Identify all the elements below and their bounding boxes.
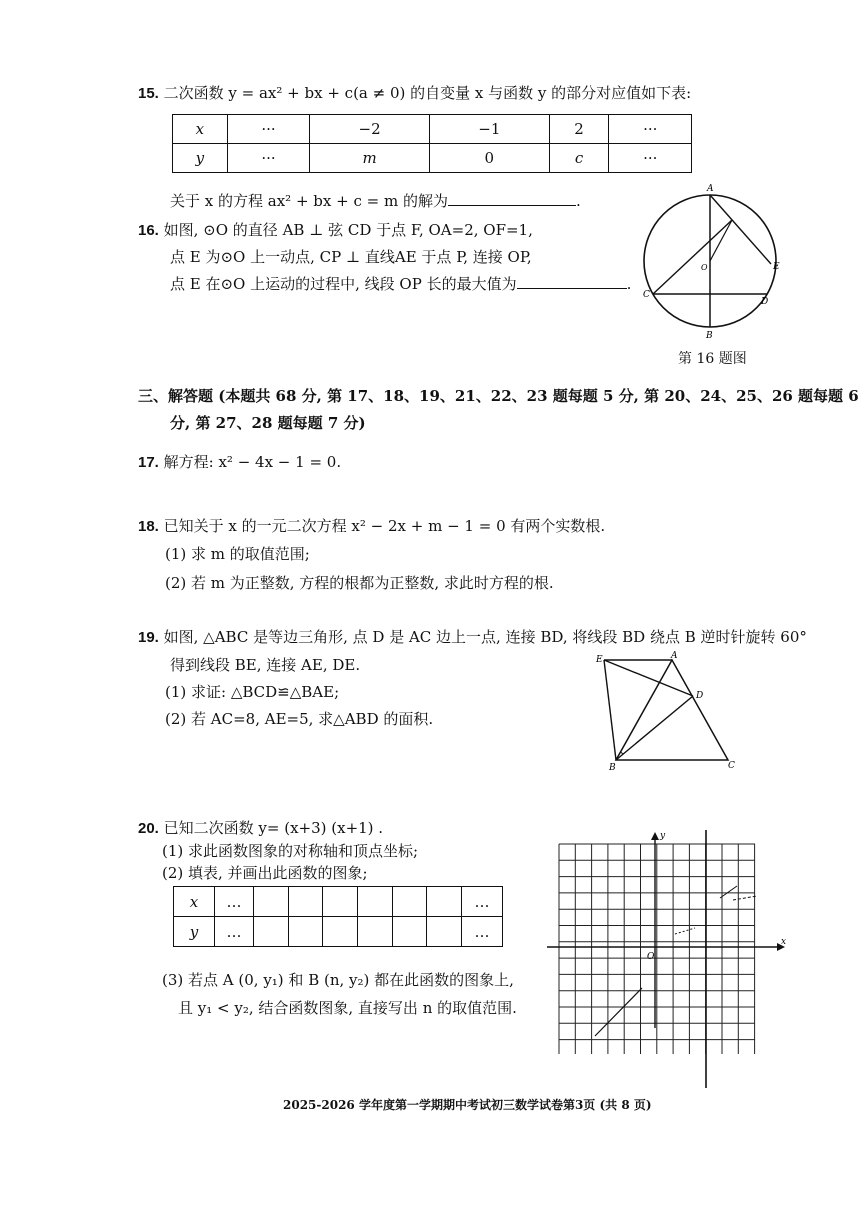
q15-question: 关于 x 的方程 ax² + bx + c = m 的解为 xyxy=(170,192,448,210)
table-cell: y xyxy=(173,144,228,173)
segment-cp xyxy=(653,220,732,294)
table-cell: x xyxy=(174,887,215,917)
q16-line3 xyxy=(170,273,631,294)
q20-stem: 已知二次函数 y= (x+3) (x+1) . xyxy=(163,819,384,837)
label-b: B xyxy=(706,331,713,341)
label-d: D xyxy=(761,297,769,307)
table-cell: ··· xyxy=(227,115,310,144)
label-a: A xyxy=(707,184,714,194)
q16-circle-figure xyxy=(640,180,790,345)
q16-answer-blank[interactable] xyxy=(517,274,627,289)
table-cell[interactable] xyxy=(254,917,289,947)
label-c: C xyxy=(728,761,735,771)
segment-ed xyxy=(604,660,693,696)
triangle-abc xyxy=(616,660,728,760)
q16-line1 xyxy=(138,219,533,240)
q17-number: 17. xyxy=(138,454,159,471)
table-cell[interactable] xyxy=(288,917,323,947)
page-footer: 2025-2026 学年度第一学期期中考试初三数学试卷第3页 (共 8 页) xyxy=(283,1098,652,1112)
table-cell[interactable] xyxy=(357,917,392,947)
q19-triangle-figure xyxy=(590,648,740,773)
sketch-line xyxy=(733,896,757,900)
x-axis-label: x xyxy=(781,937,787,947)
segment-ae xyxy=(710,195,771,264)
q18-part1: (1) 求 m 的取值范围; xyxy=(165,545,310,563)
table-cell[interactable] xyxy=(392,887,427,917)
table-cell: ··· xyxy=(227,144,310,173)
table-cell[interactable] xyxy=(427,887,462,917)
table-cell[interactable] xyxy=(288,887,323,917)
q20-coordinate-grid xyxy=(545,828,785,1093)
q16-question-end: . xyxy=(626,275,632,293)
segment-eb xyxy=(604,660,616,760)
q15-stem: 二次函数 y = ax² + bx + c(a ≠ 0) 的自变量 x 与函数 y 的部分对应值如下表: xyxy=(163,84,692,102)
table-cell: y xyxy=(174,917,215,947)
q20-part2: (2) 填表, 并画出此函数的图象; xyxy=(162,864,368,882)
q16-text-1: 如图, ⊙O 的直径 AB ⊥ 弦 CD 于点 F, OA=2, OF=1, xyxy=(163,221,533,239)
table-cell[interactable] xyxy=(427,917,462,947)
label-e: E xyxy=(596,655,603,665)
q20-part1: (1) 求此函数图象的对称轴和顶点坐标; xyxy=(162,842,419,860)
sketch-line xyxy=(595,988,642,1036)
q18-stem-line xyxy=(138,515,605,536)
segment-op xyxy=(710,220,732,261)
table-cell[interactable] xyxy=(323,887,358,917)
segment-bd xyxy=(616,696,693,760)
table-cell[interactable] xyxy=(323,917,358,947)
q19-part2: (2) 若 AC=8, AE=5, 求△ABD 的面积. xyxy=(165,710,434,728)
q15-stem-line xyxy=(138,82,691,103)
label-c: C xyxy=(643,290,650,300)
q19-part1: (1) 求证: △BCD≌△BAE; xyxy=(165,683,340,701)
q15-value-table xyxy=(172,114,692,173)
q20-number: 20. xyxy=(138,820,159,837)
table-cell: ··· xyxy=(609,144,692,173)
label-b: B xyxy=(609,763,616,773)
q15-question-line xyxy=(170,190,581,211)
q16-line2: 点 E 为⊙O 上一动点, CP ⊥ 直线AE 于点 P, 连接 OP, xyxy=(170,248,532,266)
y-axis-arrow xyxy=(651,832,659,840)
table-cell: 2 xyxy=(549,115,609,144)
q16-figure-caption: 第 16 题图 xyxy=(678,351,747,367)
table-cell: 0 xyxy=(429,144,549,173)
q17-line xyxy=(138,451,341,472)
table-cell: … xyxy=(215,887,254,917)
table-cell: … xyxy=(215,917,254,947)
q18-stem: 已知关于 x 的一元二次方程 x² − 2x + m − 1 = 0 有两个实数根. xyxy=(163,517,606,535)
q19-line1 xyxy=(138,626,807,647)
table-cell: m xyxy=(310,144,430,173)
table-cell: −1 xyxy=(429,115,549,144)
table-cell[interactable] xyxy=(392,917,427,947)
grid-lines xyxy=(559,844,755,1054)
table-cell: −2 xyxy=(310,115,430,144)
q20-stem-line xyxy=(138,817,383,838)
q18-number: 18. xyxy=(138,518,159,535)
q19-text-1: 如图, △ABC 是等边三角形, 点 D 是 AC 边上一点, 连接 BD, 将线段 BD 绕点 B 逆时针旋转 60° xyxy=(163,628,807,646)
sketch-line xyxy=(675,928,695,934)
table-cell: x xyxy=(173,115,228,144)
origin-label: O xyxy=(647,952,655,962)
sketch-line xyxy=(720,886,737,898)
q16-number: 16. xyxy=(138,222,159,239)
label-a: A xyxy=(671,651,678,661)
table-cell: … xyxy=(462,917,503,947)
label-d: D xyxy=(696,691,704,701)
table-cell: ··· xyxy=(609,115,692,144)
q20-part3-line1: (3) 若点 A (0, y₁) 和 B (n, y₂) 都在此函数的图象上, xyxy=(162,971,514,989)
q20-value-table xyxy=(173,886,503,947)
q15-answer-blank[interactable] xyxy=(448,191,576,206)
table-cell[interactable] xyxy=(357,887,392,917)
label-o: O xyxy=(701,263,708,272)
q19-number: 19. xyxy=(138,629,159,646)
q17-text: 解方程: x² − 4x − 1 = 0. xyxy=(163,453,342,471)
table-cell: … xyxy=(462,887,503,917)
q16-text-3: 点 E 在⊙O 上运动的过程中, 线段 OP 长的最大值为 xyxy=(170,275,517,293)
q19-line2: 得到线段 BE, 连接 AE, DE. xyxy=(170,656,361,674)
table-cell[interactable] xyxy=(254,887,289,917)
label-e: E xyxy=(773,262,780,272)
section3-heading-line2: 分, 第 27、28 题每题 7 分) xyxy=(170,414,366,432)
section3-heading-line1: 三、解答题 (本题共 68 分, 第 17、18、19、21、22、23 题每题 5 分, 第 20、24、25、26 题每题 6 xyxy=(138,387,859,405)
y-axis-label: y xyxy=(660,831,666,841)
q15-question-end: . xyxy=(575,192,581,210)
table-cell: c xyxy=(549,144,609,173)
q20-part3-line2: 且 y₁ < y₂, 结合函数图象, 直接写出 n 的取值范围. xyxy=(178,999,517,1017)
q18-part2: (2) 若 m 为正整数, 方程的根都为正整数, 求此时方程的根. xyxy=(165,574,554,592)
q15-number: 15. xyxy=(138,85,159,102)
